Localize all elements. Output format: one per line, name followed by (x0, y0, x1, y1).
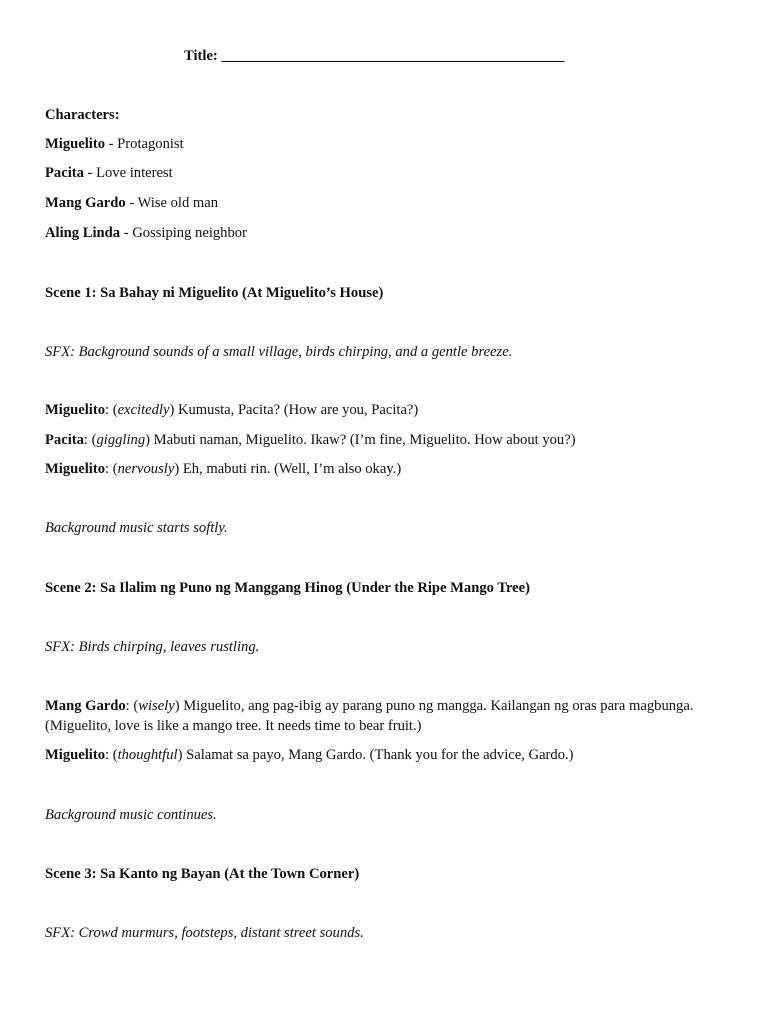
character-entry (45, 163, 173, 183)
dialogue-punct: ) (145, 432, 154, 448)
dialogue-line (45, 696, 693, 716)
dialogue-punct: ) (174, 461, 183, 477)
character-name: Miguelito (45, 136, 105, 152)
dialogue-line (45, 430, 576, 450)
stage-direction: nervously (117, 461, 175, 477)
dialogue-punct: : ( (125, 698, 139, 714)
speaker-name: Pacita (45, 432, 84, 448)
dialogue-text: Salamat sa payo, Mang Gardo. (Thank you for the advice, Gardo.) (186, 747, 574, 763)
dialogue-punct: ) (169, 402, 178, 418)
speaker-name: Mang Gardo (45, 698, 126, 714)
character-entry (45, 223, 247, 243)
scene-heading: Scene 3: Sa Kanto ng Bayan (At the Town Corner) (45, 866, 360, 882)
character-role: Wise old man (137, 195, 219, 211)
stage-direction: wisely (138, 698, 175, 714)
speaker-name: Miguelito (45, 747, 105, 763)
dialogue-punct: ) (177, 747, 187, 763)
dialogue-punct: : ( (105, 747, 118, 763)
stage-direction: excitedly (117, 402, 170, 418)
character-role: Love interest (96, 165, 173, 181)
character-separator: - (125, 195, 138, 211)
character-entry (45, 134, 184, 154)
dialogue-punct: : ( (105, 461, 118, 477)
dialogue-line (45, 400, 418, 420)
character-name: Pacita (45, 165, 84, 181)
stage-direction: giggling (96, 432, 146, 448)
character-separator: - (83, 165, 97, 181)
characters-heading: Characters: (45, 107, 120, 123)
character-name: Mang Gardo (45, 195, 126, 211)
character-separator: - (105, 136, 118, 152)
scene-heading: Scene 2: Sa Ilalim ng Puno ng Manggang Hinog (Under the Ripe Mango Tree) (45, 580, 530, 596)
sfx-line: SFX: Birds chirping, leaves rustling. (45, 639, 260, 655)
music-cue: Background music starts softly. (45, 520, 228, 536)
dialogue-continuation: (Miguelito, love is like a mango tree. It needs time to bear fruit.) (45, 718, 422, 734)
dialogue-text: Eh, mabuti rin. (Well, I’m also okay.) (182, 461, 402, 477)
stage-direction: thoughtful (117, 747, 178, 763)
dialogue-punct: ) (174, 698, 184, 714)
music-cue: Background music continues. (45, 807, 217, 823)
dialogue-text: Kumusta, Pacita? (How are you, Pacita?) (177, 402, 419, 418)
character-entry (45, 193, 218, 213)
dialogue-line (45, 745, 574, 765)
dialogue-text: Mabuti naman, Miguelito. Ikaw? (I’m fine, Miguelito. How about you?) (153, 432, 576, 448)
character-separator: - (120, 225, 133, 241)
character-role: Gossiping neighbor (132, 225, 247, 241)
dialogue-line (45, 459, 401, 479)
speaker-name: Miguelito (45, 461, 105, 477)
dialogue-text: Miguelito, ang pag-ibig ay parang puno ng mangga. Kailangan ng oras para magbunga. (183, 698, 694, 714)
sfx-line: SFX: Crowd murmurs, footsteps, distant street sounds. (45, 925, 364, 941)
character-role: Protagonist (117, 136, 184, 152)
scene-heading: Scene 1: Sa Bahay ni Miguelito (At Miguelito’s House) (45, 285, 384, 301)
sfx-line: SFX: Background sounds of a small village, birds chirping, and a gentle breeze. (45, 344, 513, 360)
character-name: Aling Linda (45, 225, 121, 241)
dialogue-punct: : ( (83, 432, 97, 448)
title-line: Title: _______________________________________________ (184, 48, 565, 64)
dialogue-punct: : ( (105, 402, 118, 418)
speaker-name: Miguelito (45, 402, 105, 418)
